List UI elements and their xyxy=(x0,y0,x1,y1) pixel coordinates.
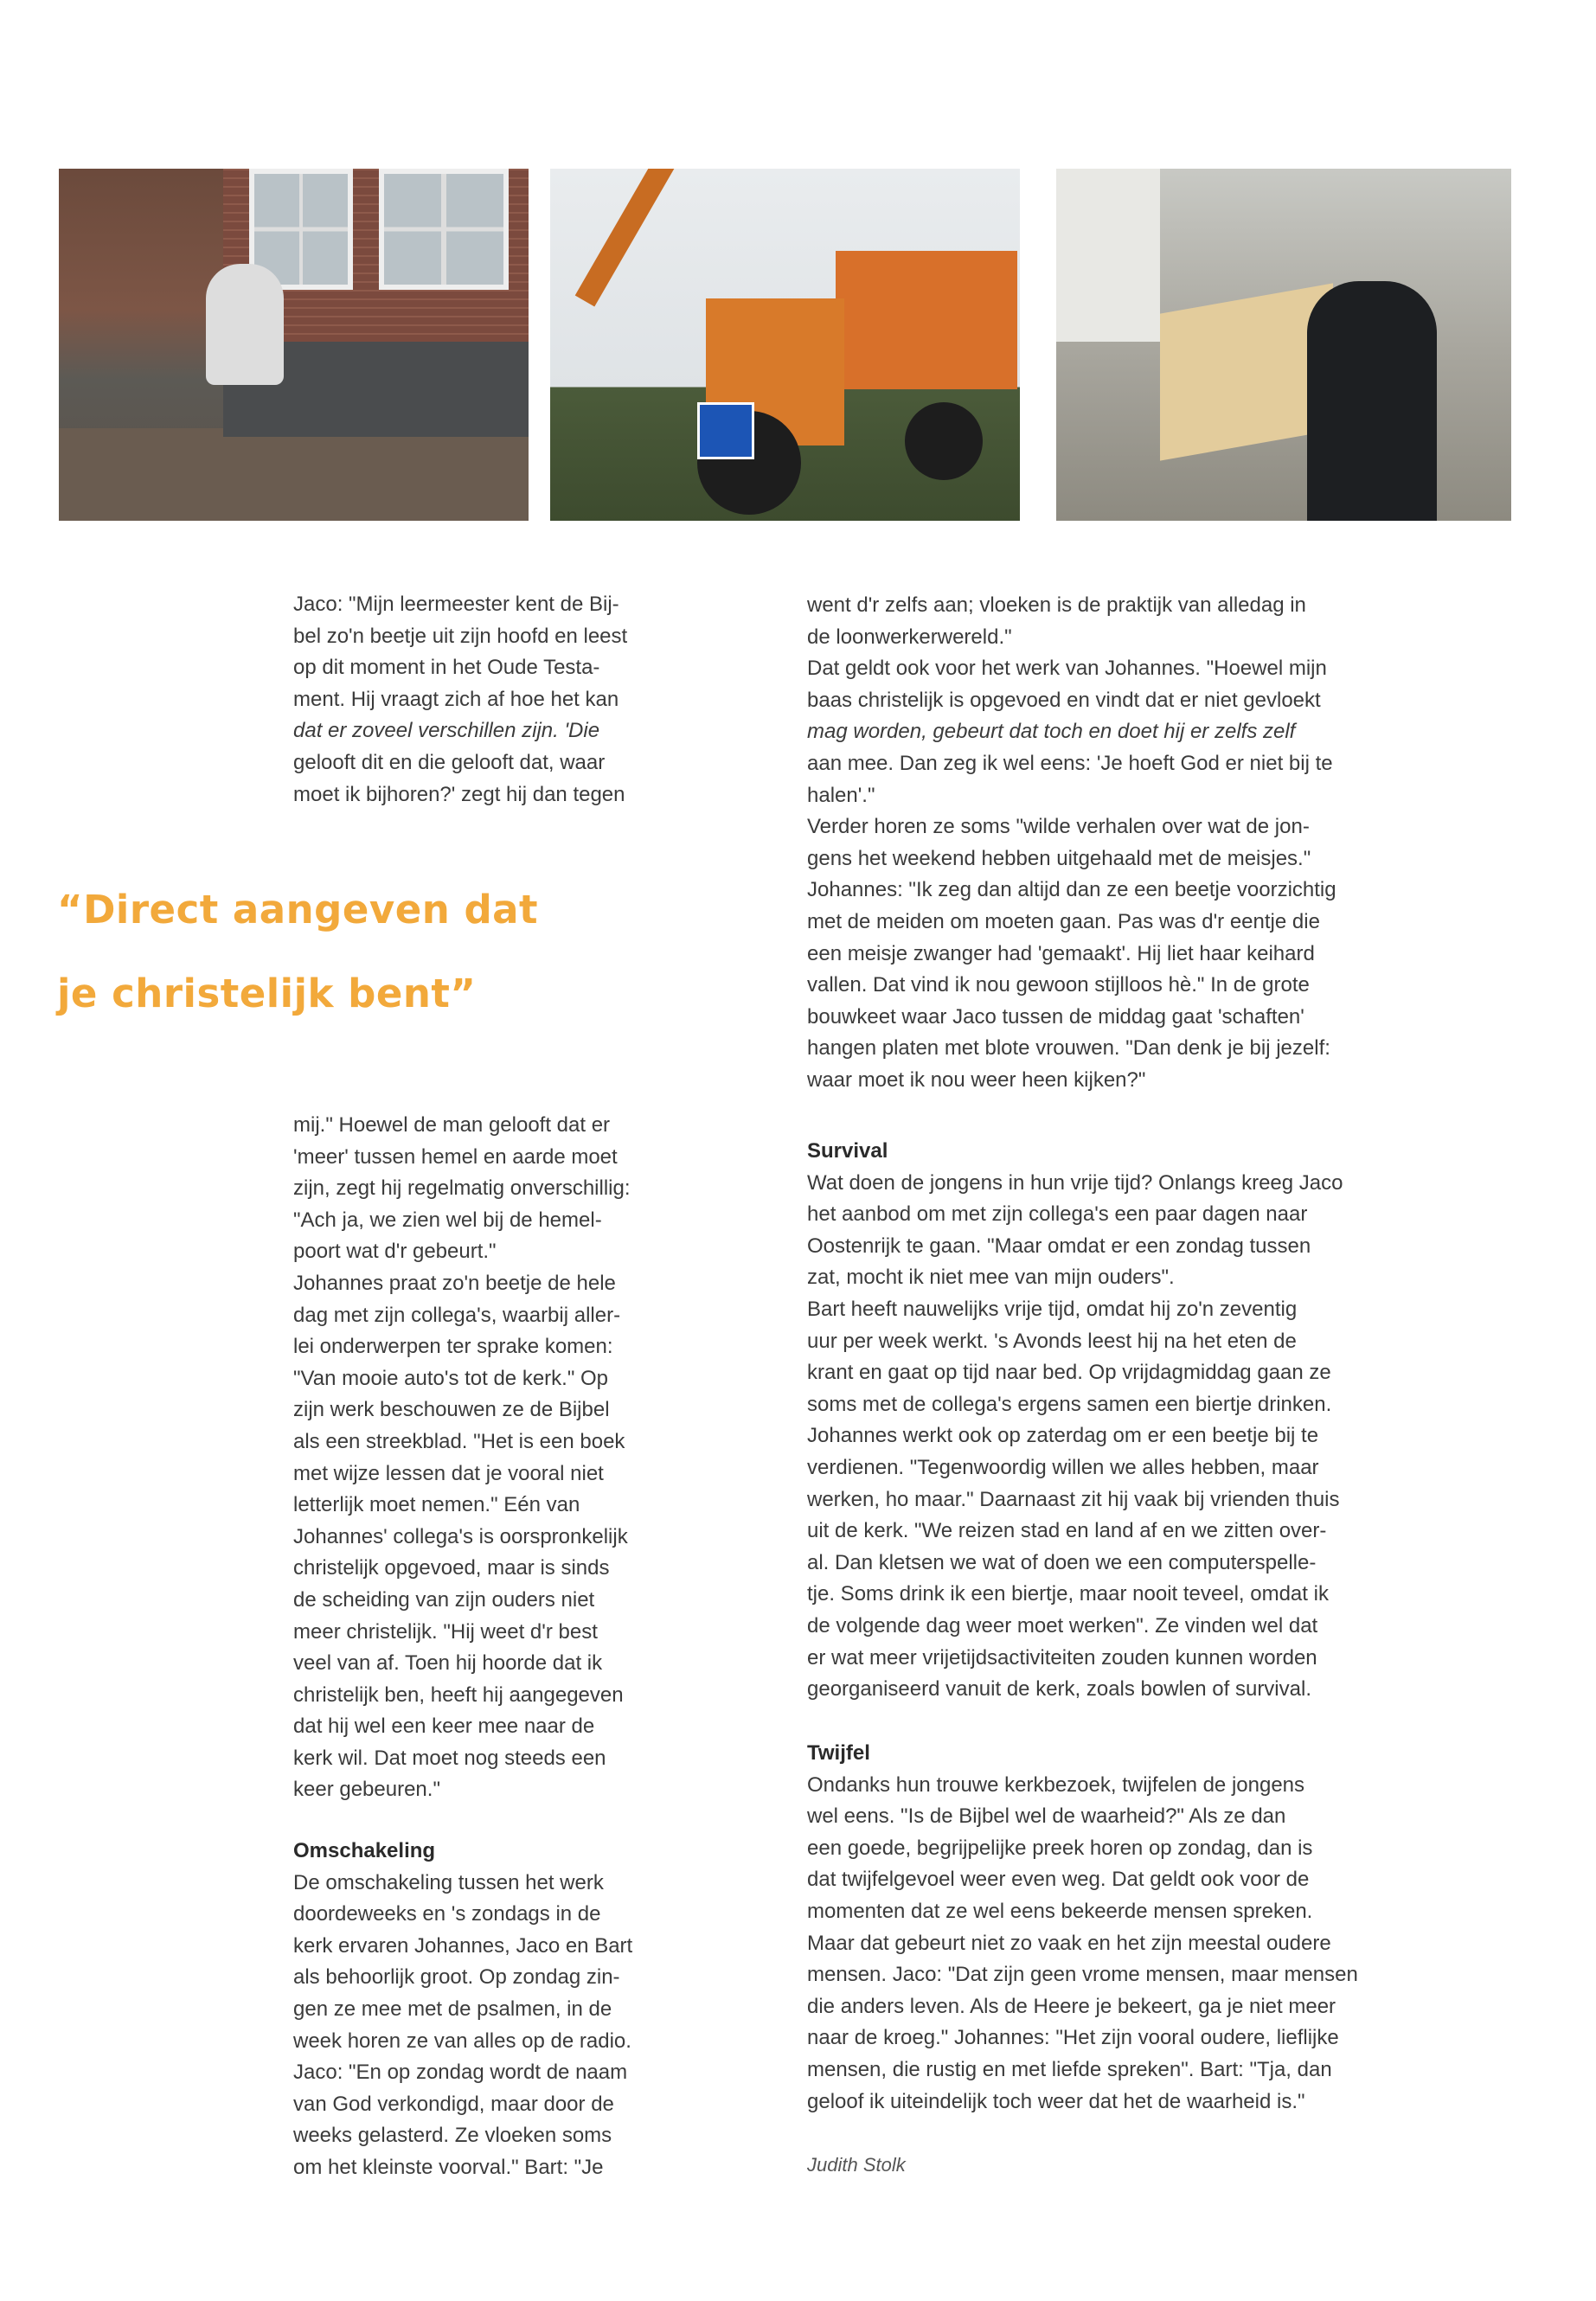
text-line: 'meer' tussen hemel en aarde moet xyxy=(293,1144,618,1169)
text-line: een meisje zwanger had 'gemaakt'. Hij liet haar keihard xyxy=(807,941,1315,965)
left-column-body xyxy=(293,1110,631,1806)
text-line: veel van af. Toen hij hoorde dat ik xyxy=(293,1651,603,1676)
text-line: waar moet ik nou weer heen kijken?" xyxy=(807,1067,1146,1092)
photo-mower-arm xyxy=(575,169,695,307)
text-line: Johannes praat zo'n beetje de hele xyxy=(293,1271,616,1295)
text-line: Bart heeft nauwelijks vrije tijd, omdat hij zo'n zeventig xyxy=(807,1297,1298,1321)
pull-quote-line-1: “Direct aangeven dat xyxy=(57,887,539,933)
text-line: om het kleinste voorval." Bart: "Je xyxy=(293,2155,604,2179)
pull-quote-line-2: je christelijk bent” xyxy=(57,971,477,1016)
text-line: de loonwerkerwereld." xyxy=(807,625,1012,649)
text-line: poort wat d'r gebeurt." xyxy=(293,1240,497,1264)
text-line: gens het weekend hebben uitgehaald met de meisjes." xyxy=(807,846,1311,870)
photo-ground xyxy=(59,428,529,521)
photo-road-sign xyxy=(697,402,754,459)
section-heading: Twijfel xyxy=(807,1741,870,1765)
text-line: weeks gelasterd. Ze vloeken soms xyxy=(293,2124,612,2148)
text-line: gen ze mee met de psalmen, in de xyxy=(293,1997,612,2021)
photo-worker xyxy=(206,264,284,385)
text-line: momenten dat ze wel eens bekeerde mensen spreken. xyxy=(807,1899,1313,1923)
text-line: halen'." xyxy=(807,783,875,807)
text-line: De omschakeling tussen het werk xyxy=(293,1870,604,1894)
text-line: wel eens. "Is de Bijbel wel de waarheid?" Als ze dan xyxy=(807,1804,1286,1829)
text-line: mensen. Jaco: "Dat zijn geen vrome mensen, maar mensen xyxy=(807,1963,1358,1987)
text-line: Oostenrijk te gaan. "Maar omdat er een zondag tussen xyxy=(807,1234,1311,1258)
text-line: Wat doen de jongens in hun vrije tijd? Onlangs kreeg Jaco xyxy=(807,1170,1343,1195)
text-line: dat twijfelgevoel weer even weg. Dat geldt ook voor de xyxy=(807,1868,1310,1892)
text-line: went d'r zelfs aan; vloeken is de praktijk van alledag in xyxy=(807,593,1306,617)
text-line: ment. Hij vraagt zich af hoe het kan xyxy=(293,687,619,711)
text-line: week horen ze van alles op de radio. xyxy=(293,2029,631,2053)
photo-man-working-on-wall xyxy=(59,169,529,521)
section-body xyxy=(807,1168,1343,1706)
text-line: zijn, zegt hij regelmatig onverschillig: xyxy=(293,1176,631,1201)
text-line: gelooft dit en die gelooft dat, waar xyxy=(293,750,606,774)
text-line: bouwkeet waar Jaco tussen de middag gaat 'schaften' xyxy=(807,1004,1304,1029)
section-body xyxy=(293,1868,632,2184)
author-byline: Judith Stolk xyxy=(807,2154,906,2176)
section-twijfel xyxy=(807,1738,1358,2118)
section-omschakeling xyxy=(293,1836,632,2184)
photo-wheel xyxy=(905,402,983,480)
text-line: verdienen. "Tegenwoordig willen we alles hebben, maar xyxy=(807,1455,1319,1479)
photo-man-in-workshop xyxy=(1056,169,1511,521)
section-heading: Omschakeling xyxy=(293,1839,436,1862)
text-line: van God verkondigd, maar door de xyxy=(293,2092,614,2116)
text-line: er wat meer vrijetijdsactiviteiten zouden kunnen worden xyxy=(807,1645,1317,1670)
text-line: christelijk ben, heeft hij aangegeven xyxy=(293,1682,624,1707)
text-line: naar de kroeg." Johannes: "Het zijn vooral oudere, lieflijke xyxy=(807,2026,1339,2050)
text-line: tje. Soms drink ik een biertje, maar nooit teveel, omdat ik xyxy=(807,1582,1329,1606)
text-line: Johannes werkt ook op zaterdag om er een beetje bij te xyxy=(807,1424,1319,1448)
text-line: het aanbod om met zijn collega's een paar dagen naar xyxy=(807,1202,1308,1227)
right-column-intro xyxy=(807,590,1336,1097)
text-line: met de meiden om moeten gaan. Pas was d'r eentje die xyxy=(807,909,1320,933)
text-line: "Van mooie auto's tot de kerk." Op xyxy=(293,1366,609,1390)
text-line: bel zo'n beetje uit zijn hoofd en leest xyxy=(293,624,628,648)
text-line: georganiseerd vanuit de kerk, zoals bowlen of survival. xyxy=(807,1677,1311,1702)
section-heading: Survival xyxy=(807,1139,888,1163)
text-line: zijn werk beschouwen ze de Bijbel xyxy=(293,1398,610,1422)
text-line: Ondanks hun trouwe kerkbezoek, twijfelen de jongens xyxy=(807,1772,1305,1797)
text-line: krant en gaat op tijd naar bed. Op vrijdagmiddag gaan ze xyxy=(807,1361,1331,1385)
text-line: als een streekblad. "Het is een boek xyxy=(293,1429,625,1453)
text-line: met wijze lessen dat je vooral niet xyxy=(293,1461,604,1485)
text-line: dag met zijn collega's, waarbij aller- xyxy=(293,1303,621,1327)
text-line: al. Dan kletsen we wat of doen we een computerspelle- xyxy=(807,1550,1317,1574)
text-line: uit de kerk. "We reizen stad en land af en we zitten over- xyxy=(807,1519,1327,1543)
text-line: lei onderwerpen ter sprake komen: xyxy=(293,1335,613,1359)
text-line: op dit moment in het Oude Testa- xyxy=(293,656,600,680)
text-line: mag worden, gebeurt dat toch en doet hij er zelfs zelf xyxy=(807,720,1296,744)
text-line: dat hij wel een keer mee naar de xyxy=(293,1715,595,1739)
text-line: mij." Hoewel de man gelooft dat er xyxy=(293,1113,611,1137)
text-line: een goede, begrijpelijke preek horen op zondag, dan is xyxy=(807,1836,1313,1860)
text-line: geloof ik uiteindelijk toch weer dat het de waarheid is." xyxy=(807,2089,1305,2113)
text-line: als behoorlijk groot. Op zondag zin- xyxy=(293,1965,620,1990)
text-line: "Ach ja, we zien wel bij de hemel- xyxy=(293,1208,602,1232)
text-line: christelijk opgevoed, maar is sinds xyxy=(293,1556,610,1580)
text-line: meer christelijk. "Hij weet d'r best xyxy=(293,1619,598,1644)
text-line: aan mee. Dan zeg ik wel eens: 'Je hoeft God er niet bij te xyxy=(807,751,1333,775)
text-line: de volgende dag weer moet werken". Ze vinden wel dat xyxy=(807,1613,1318,1638)
text-line: uur per week werkt. 's Avonds leest hij na het eten de xyxy=(807,1329,1297,1353)
text-line: keer gebeuren." xyxy=(293,1778,440,1802)
photo-trailer xyxy=(836,251,1017,389)
text-line: Jaco: "En op zondag wordt de naam xyxy=(293,2061,628,2085)
text-line: dat er zoveel verschillen zijn. 'Die xyxy=(293,719,600,743)
text-line: moet ik bijhoren?' zegt hij dan tegen xyxy=(293,782,625,806)
text-line: soms met de collega's ergens samen een biertje drinken. xyxy=(807,1392,1332,1416)
photo-shelf xyxy=(1056,169,1160,342)
text-line: vallen. Dat vind ik nou gewoon stijlloos hè." In de grote xyxy=(807,973,1310,997)
text-line: Dat geldt ook voor het werk van Johannes. "Hoewel mijn xyxy=(807,657,1327,681)
text-line: Maar dat gebeurt niet zo vaak en het zijn meestal oudere xyxy=(807,1931,1331,1955)
text-line: baas christelijk is opgevoed en vindt dat er niet gevloekt xyxy=(807,688,1321,712)
text-line: mensen, die rustig en met liefde spreken". Bart: "Tja, dan xyxy=(807,2057,1332,2081)
text-line: Jaco: "Mijn leermeester kent de Bij- xyxy=(293,593,619,616)
text-line: werken, ho maar." Daarnaast zit hij vaak bij vrienden thuis xyxy=(807,1487,1340,1511)
text-line: die anders leven. Als de Heere je bekeert, ga je niet meer xyxy=(807,1994,1336,2018)
photo-worker xyxy=(1307,281,1437,521)
section-survival xyxy=(807,1136,1343,1706)
photo-window xyxy=(379,169,509,290)
text-line: letterlijk moet nemen." Eén van xyxy=(293,1493,580,1517)
text-line: Verder horen ze soms "wilde verhalen over wat de jon- xyxy=(807,815,1310,839)
text-line: hangen platen met blote vrouwen. "Dan denk je bij jezelf: xyxy=(807,1036,1330,1061)
photo-tractor-with-trailer xyxy=(550,169,1020,521)
text-line: kerk wil. Dat moet nog steeds een xyxy=(293,1746,606,1770)
left-column-intro xyxy=(293,589,627,811)
text-line: kerk ervaren Johannes, Jaco en Bart xyxy=(293,1933,633,1958)
text-line: doordeweeks en 's zondags in de xyxy=(293,1902,601,1926)
text-line: zat, mocht ik niet mee van mijn ouders". xyxy=(807,1266,1175,1290)
text-line: de scheiding van zijn ouders niet xyxy=(293,1587,595,1612)
section-body xyxy=(807,1770,1358,2118)
text-line: Johannes: "Ik zeg dan altijd dan ze een beetje voorzichtig xyxy=(807,878,1336,902)
text-line: Johannes' collega's is oorspronkelijk xyxy=(293,1524,628,1548)
